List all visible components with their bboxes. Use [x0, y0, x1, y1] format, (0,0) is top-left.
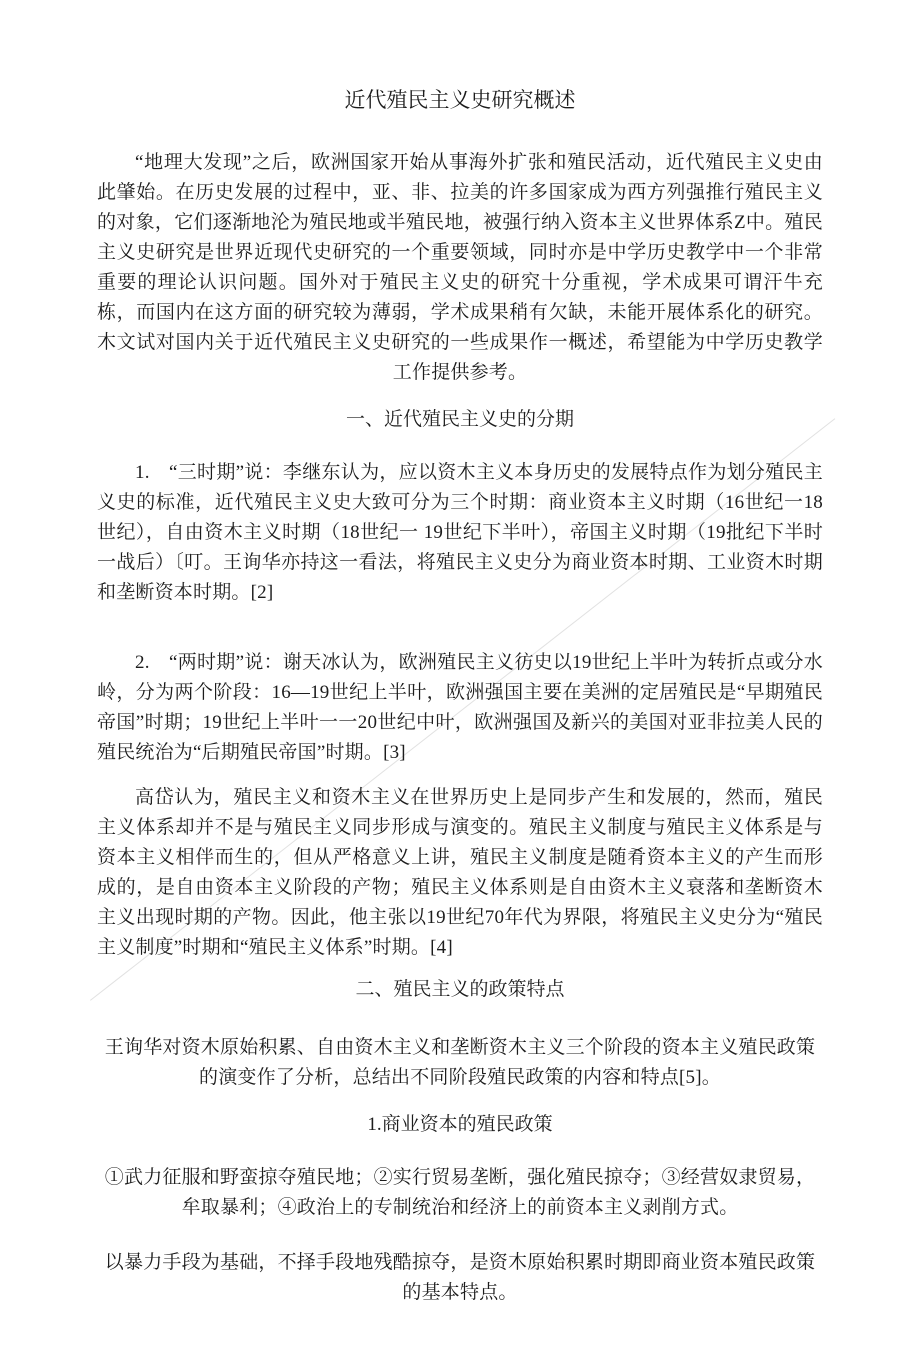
paragraph-two-periods: 2. “两时期”说：谢天冰认为，欧洲殖民主义彷史以19世纪上半叶为转折点或分水岭，分为两个阶段：16—19世纪上半叶，欧洲强国主要在美洲的定居殖民是“早期殖民帝国”时期；19世纪上半叶一一20世纪中叶，欧洲强国及新兴的美国对亚非拉美人民的殖民统治为“后期殖民帝国”时期。[3]	[97, 652, 823, 763]
paragraph-summary: 以暴力手段为基础，不择手段地残酷掠夺，是资木原始积累时期即商业资本殖民政策的基本特点。	[104, 1252, 816, 1303]
section1-heading: 一、近代殖民主义史的分期	[345, 409, 574, 430]
intro-paragraph: “地理大发现”之后，欧洲国家开始从事海外扩张和殖民活动，近代殖民主义史由此肇始。在历史发展的过程中，亚、非、拉美的许多国家成为西方列强推行殖民主义的对象，它们逐渐地沦为殖民地或半殖民地，被强行纳入资本主义世界体系Z中。殖民主义史研究是世界近现代史研究的一个重要领域，同时亦是中学历史教学中一个非常重要的理论认识问题。国外对于殖民主义史的研究十分重视，学术成果可谓汗牛充栋，而国内在这方面的研究较为薄弱，学术成果稍有欠缺，未能开展体系化的研究。木文试对国内关于近代殖民主义史研究的一些成果作一概述，希望能为中学历史教学工作提供参考。	[97, 152, 823, 383]
document-body	[97, 0, 823, 1308]
paragraph-policies: ①武力征服和野蛮掠夺殖民地；②实行贸易垄断，强化殖民掠夺；③经营奴隶贸易，牟取暴利；④政治上的专制统治和经济上的前资本主义剥削方式。	[104, 1167, 816, 1218]
paragraph-gaodai: 高岱认为，殖民主义和资木主义在世界历史上是同步产生和发展的，然而，殖民主义体系却并不是与殖民主义同步形成与演变的。殖民主义制度与殖民主义体系是与资本主义相伴而生的，但从严格意义上讲，殖民主义制度是随肴资本主义的产生而形成的，是自由资本主义阶段的产物；殖民主义体系则是自由资木主义衰落和垄断资木主义出现时期的产物。因此，他主张以19世纪70年代为界限，将殖民主义史分为“殖民主义制度”时期和“殖民主义体系”时期。[4]	[97, 787, 823, 958]
paragraph-three-periods: 1. “三时期”说：李继东认为，应以资木主义本身历史的发展特点作为划分殖民主义史的标准，近代殖民主义史大致可分为三个时期：商业资本主义时期（16世纪一18世纪），自由资木主义时期（18世纪一 19世纪下半叶），帝国主义时期（19批纪下半时一战后）〔叮。王询华亦持这一看法，将殖民主义史分为商业资本时期、工业资木时期和垄断资本时期。[2]	[97, 462, 823, 603]
section2-heading: 二、殖民主义的政策特点	[355, 979, 565, 1000]
subsection-heading-commercial-capital: 1.商业资本的殖民政策	[367, 1114, 553, 1135]
paragraph-wangxunhua: 王询华对资木原始积累、自由资木主义和垄断资木主义三个阶段的资本主义殖民政策的演变作了分析，总结出不同阶段殖民政策的内容和特点[5]。	[104, 1037, 816, 1088]
document-title: 近代殖民主义史研究概述	[344, 88, 576, 112]
